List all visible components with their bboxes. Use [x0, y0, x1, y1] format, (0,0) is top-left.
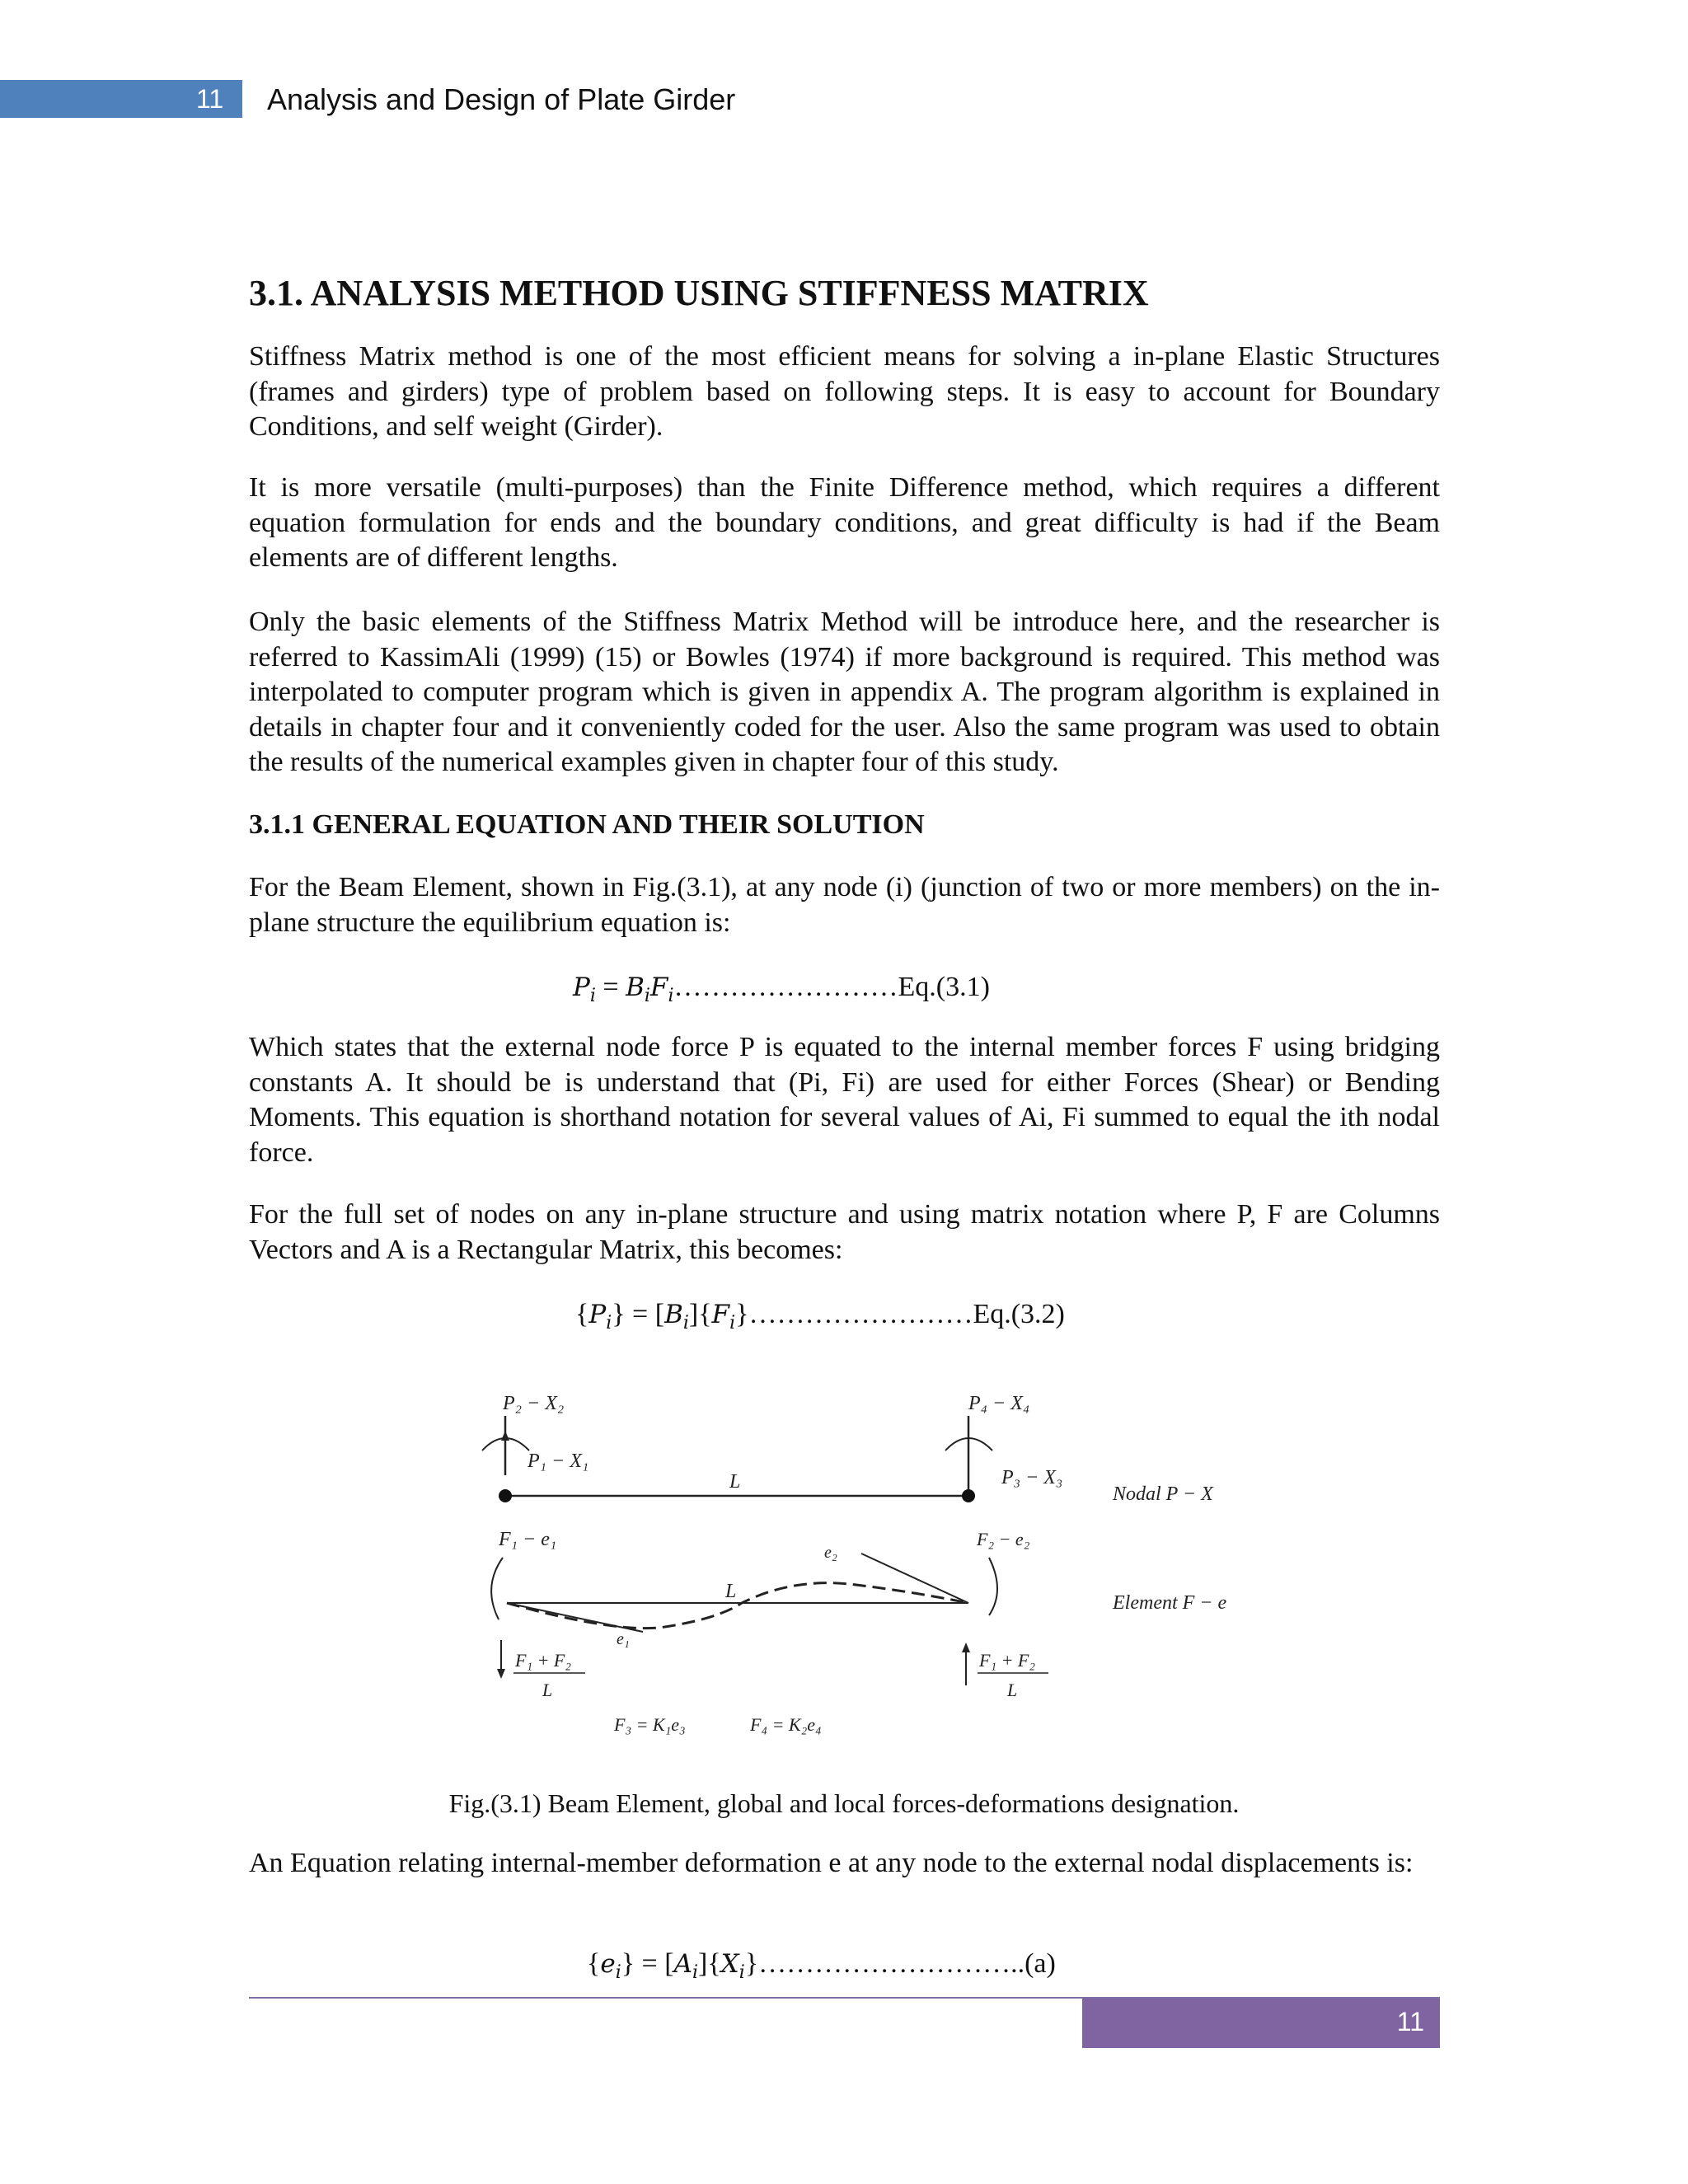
- paragraph-after-eq1: Which states that the external node force P is equated to the internal member forces F using bridging constants A. It should be is understand that (Pi, Fi) are used for either Forces (Shear) or Bending Moments. This equation is shorthand notation for several values of Ai, Fi summed to equal the ith nodal force.: [249, 1032, 1440, 1168]
- footer-page-number: 11: [1396, 2007, 1424, 2036]
- right-shear-arrow-head: [962, 1643, 970, 1652]
- equation-3-2-lhs: $\{P_i\} = [B_i]\{F_i\}$: [575, 1299, 749, 1334]
- paragraph-2: It is more versatile (multi-purposes) than the Finite Difference method, which requires a different equation formulation for ends and the boundary conditions, and great difficulty is had if the Beam elements are of different lengths.: [249, 472, 1440, 573]
- label-element: Element F − e: [1113, 1592, 1227, 1614]
- label-p3-x3: P₃ − X₃: [1001, 1467, 1063, 1488]
- label-p2-x2: P₂ − X₂: [503, 1393, 565, 1414]
- node-1-arrow-head: [501, 1431, 509, 1441]
- left-moment-arc: [491, 1558, 503, 1619]
- label-f1-e1: F₁ − e₁: [499, 1529, 557, 1550]
- label-L-left: L: [542, 1680, 553, 1700]
- label-L-top: L: [729, 1471, 741, 1493]
- label-f3: F₃ = K₁e₃: [614, 1714, 686, 1735]
- equation-3-1-lhs: $P_i = B_iF_i$: [573, 972, 674, 1007]
- element-diagram: [491, 1529, 1226, 1648]
- label-f4: F₄ = K₂e₄: [750, 1714, 822, 1735]
- equation-3-1-tag: ……………………Eq.(3.1): [673, 972, 990, 1002]
- label-f1-f2-right: F₁ + F₂: [979, 1650, 1036, 1671]
- header-title: Analysis and Design of Plate Girder: [267, 82, 736, 116]
- paragraph-after-figure: An Equation relating internal-member deformation e at any node to the external nodal displacements is:: [249, 1848, 1414, 1878]
- header-page-number: 11: [196, 84, 224, 114]
- label-p4-x4: P₄ − X₄: [968, 1393, 1030, 1414]
- right-tangent: [861, 1554, 968, 1603]
- label-e1: e₁: [617, 1630, 630, 1648]
- label-p1-x1: P₁ − X₁: [528, 1451, 589, 1472]
- label-f2-e2: F₂ − e₂: [977, 1529, 1030, 1549]
- nodal-diagram: [482, 1393, 1214, 1505]
- paragraph-1: Stiffness Matrix method is one of the most efficient means for solving a in-plane Elastic Structures (frames and girders) type of problem based on following steps. It is easy to account for Boundary Conditions, and self weight (Girder).: [249, 341, 1440, 442]
- node-1: [499, 1489, 512, 1502]
- subsection-heading: 3.1.1 GENERAL EQUATION AND THEIR SOLUTION: [249, 809, 925, 840]
- paragraph-matrix-notation: For the full set of nodes on any in-plane structure and using matrix notation where P, F are Columns Vectors and A is a Rectangular Matrix, this becomes:: [249, 1199, 1440, 1265]
- label-nodal: Nodal P − X: [1113, 1483, 1213, 1505]
- node-2: [962, 1489, 975, 1502]
- figure-caption: Fig.(3.1) Beam Element, global and local forces-deformations designation.: [448, 1788, 1240, 1818]
- shear-diagram: [497, 1640, 1048, 1735]
- paragraph-3: Only the basic elements of the Stiffness Matrix Method will be introduce here, and the researcher is referred to KassimAli (1999) (15) or Bowles (1974) if more background is required. This method was interpolated to computer program which is given in appendix A. The program algorithm is explained in details in chapter four and it conveniently coded for the user. Also the same program was used to obtain the results of the numerical examples given in chapter four of this study.: [249, 607, 1440, 777]
- beam-element-figure: [462, 1393, 1269, 1747]
- right-moment-arc: [989, 1558, 997, 1615]
- left-shear-arrow-head: [497, 1669, 505, 1679]
- label-L-right: L: [1007, 1680, 1018, 1700]
- equation-a: [587, 1947, 1056, 1990]
- label-f1-f2-left: F₁ + F₂: [515, 1650, 572, 1671]
- paragraph-intro: For the Beam Element, shown in Fig.(3.1), at any node (i) (junction of two or more members) on the in-plane structure the equilibrium equation is:: [249, 872, 1440, 938]
- equation-3-2: [575, 1297, 1065, 1341]
- equation-3-2-tag: ……………………Eq.(3.2): [748, 1299, 1065, 1329]
- section-heading: 3.1. ANALYSIS METHOD USING STIFFNESS MATRIX: [249, 273, 1149, 313]
- deflected-shape: [507, 1583, 968, 1629]
- equation-a-tag: ………………………..(a): [758, 1948, 1056, 1979]
- left-tangent: [507, 1603, 643, 1632]
- equation-a-lhs: $\{e_i\} = [A_i]\{X_i\}$: [587, 1948, 759, 1984]
- label-e2: e₂: [824, 1544, 837, 1562]
- equation-3-1: [573, 970, 990, 1014]
- label-L-mid: L: [725, 1581, 737, 1602]
